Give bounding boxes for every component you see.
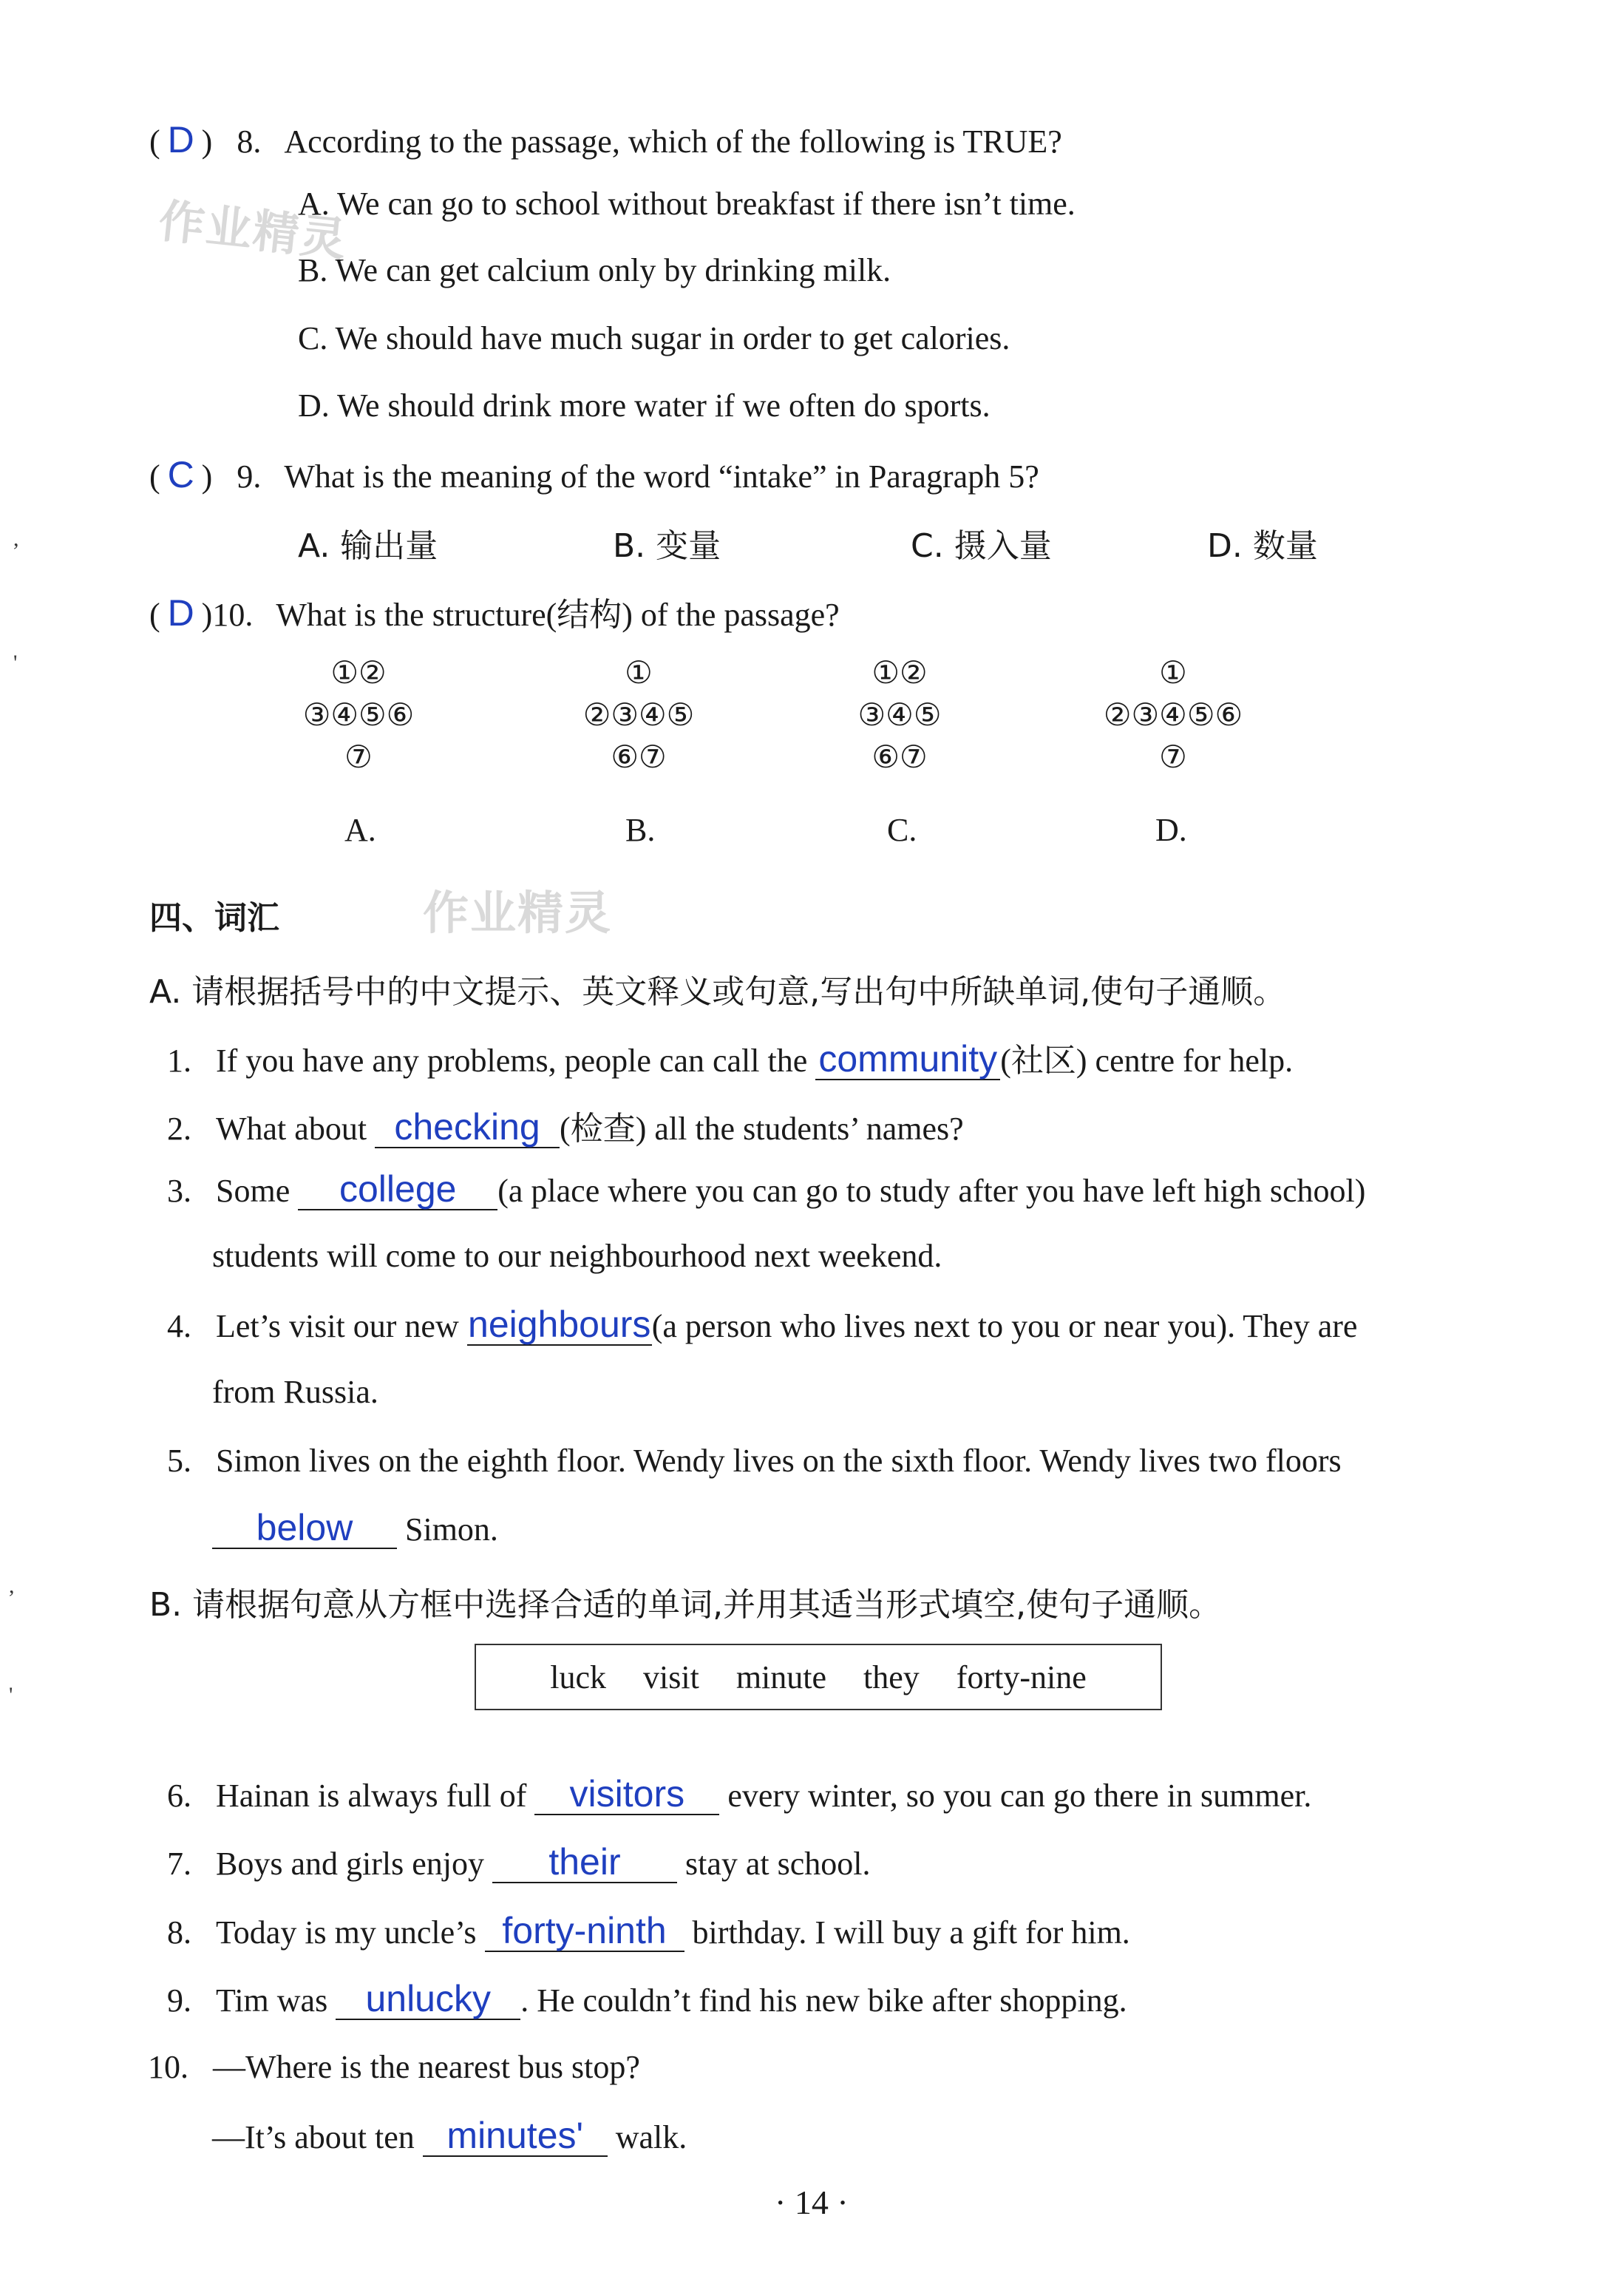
item-3-line-2: students will come to our neighbourhood next weekend. — [212, 1238, 942, 1274]
item-8: 8. Today is my uncle’s forty-ninth birthday. I will buy a gift for him. — [167, 1910, 1130, 1951]
item-3: 3. Some college (a place where you can go to study after you have left high school) — [167, 1168, 1366, 1210]
question-number: 10. — [212, 597, 254, 633]
watermark: 作业精灵 — [423, 886, 613, 940]
structure-label: C. — [887, 812, 917, 848]
structure-label: B. — [625, 812, 656, 848]
answer-blank: their — [492, 1843, 677, 1883]
answer-blank: minutes' — [423, 2116, 608, 2157]
margin-mark: , — [9, 1573, 15, 1598]
structure-label: A. — [344, 812, 376, 848]
answer-blank: community — [815, 1040, 1000, 1080]
answer-blank: college — [298, 1170, 497, 1210]
question-stem: What is the meaning of the word “intake” in Paragraph 5? — [284, 458, 1039, 495]
option: D. We should drink more water if we often do sports. — [298, 387, 991, 424]
option: D. 数量 — [1207, 527, 1318, 565]
margin-mark: , — [13, 526, 19, 551]
word-option: they — [863, 1659, 920, 1695]
answer-blank: neighbours — [468, 1304, 651, 1345]
structure-option-d: ① ②③④⑤⑥ ⑦ — [1103, 654, 1243, 775]
margin-mark: ' — [9, 1683, 13, 1707]
part-b-instruction: B. 请根据句意从方框中选择合适的单词,并用其适当形式填空,使句子通顺。 — [149, 1586, 1222, 1624]
word-option: forty-nine — [956, 1659, 1087, 1695]
question-8: ( D ) 8. According to the passage, which of the following is TRUE? — [149, 119, 1062, 160]
option: A. 输出量 — [298, 527, 438, 565]
word-option: visit — [643, 1659, 699, 1695]
word-option: luck — [550, 1659, 607, 1695]
item-10: 10. —Where is the nearest bus stop? — [148, 2049, 640, 2085]
answer-blank: forty-ninth — [485, 1911, 684, 1952]
item-2: 2. What about checking (检查) all the students’ names? — [167, 1106, 964, 1148]
structure-option-c: ①② ③④⑤ ⑥⑦ — [857, 654, 942, 775]
part-a-instruction: A. 请根据括号中的中文提示、英文释义或句意,写出句中所缺单词,使句子通顺。 — [149, 973, 1286, 1011]
question-number: 8. — [237, 123, 262, 160]
word-box — [475, 1644, 1162, 1710]
structure-label: D. — [1155, 812, 1187, 848]
question-stem: What is the structure(结构) of the passage? — [276, 597, 840, 633]
item-7: 7. Boys and girls enjoy their stay at school. — [167, 1841, 871, 1883]
question-stem: According to the passage, which of the following is TRUE? — [284, 123, 1062, 160]
option: C. 摄入量 — [911, 527, 1052, 565]
item-9: 9. Tim was unlucky . He couldn’t find his new bike after shopping. — [167, 1978, 1127, 2019]
structure-option-a: ①② ③④⑤⑥ ⑦ — [302, 654, 415, 775]
margin-mark: ' — [13, 651, 18, 675]
answer-mark: D — [167, 592, 194, 634]
item-4: 4. Let’s visit our new neighbours(a person who lives next to you or near you). They are — [167, 1304, 1358, 1345]
watermark: 作业精灵 — [156, 193, 350, 268]
question-number: 9. — [237, 458, 262, 495]
answer-mark: C — [167, 454, 194, 495]
option: C. We should have much sugar in order to get calories. — [298, 320, 1010, 356]
item-4-line-2: from Russia. — [212, 1374, 378, 1410]
item-6: 6. Hainan is always full of visitors every winter, so you can go there in summer. — [167, 1773, 1312, 1815]
item-1: 1. If you have any problems, people can call the community(社区) centre for help. — [167, 1038, 1294, 1080]
item-5: 5. Simon lives on the eighth floor. Wendy lives on the sixth floor. Wendy lives two floors — [167, 1443, 1342, 1479]
answer-mark: D — [167, 119, 194, 160]
structure-option-b: ① ②③④⑤ ⑥⑦ — [582, 654, 695, 775]
option: B. 变量 — [613, 527, 721, 565]
section-heading: 四、词汇 — [149, 899, 279, 937]
item-5-line-2: below Simon. — [212, 1508, 498, 1549]
page-number: · 14 · — [775, 2183, 849, 2221]
answer-blank: below — [212, 1508, 397, 1549]
answer-blank: visitors — [534, 1775, 719, 1815]
answer-blank: checking — [375, 1108, 560, 1148]
item-10-line-2: —It’s about ten minutes' walk. — [212, 2115, 687, 2156]
question-10: ( D )10. What is the structure(结构) of the passage? — [149, 592, 840, 634]
question-9: ( C ) 9. What is the meaning of the word “intake” in Paragraph 5? — [149, 454, 1039, 495]
answer-blank: unlucky — [336, 1979, 520, 2020]
word-option: minute — [735, 1659, 827, 1695]
option: A. We can go to school without breakfast if there isn’t time. — [298, 186, 1076, 222]
option: B. We can get calcium only by drinking milk. — [298, 252, 891, 288]
